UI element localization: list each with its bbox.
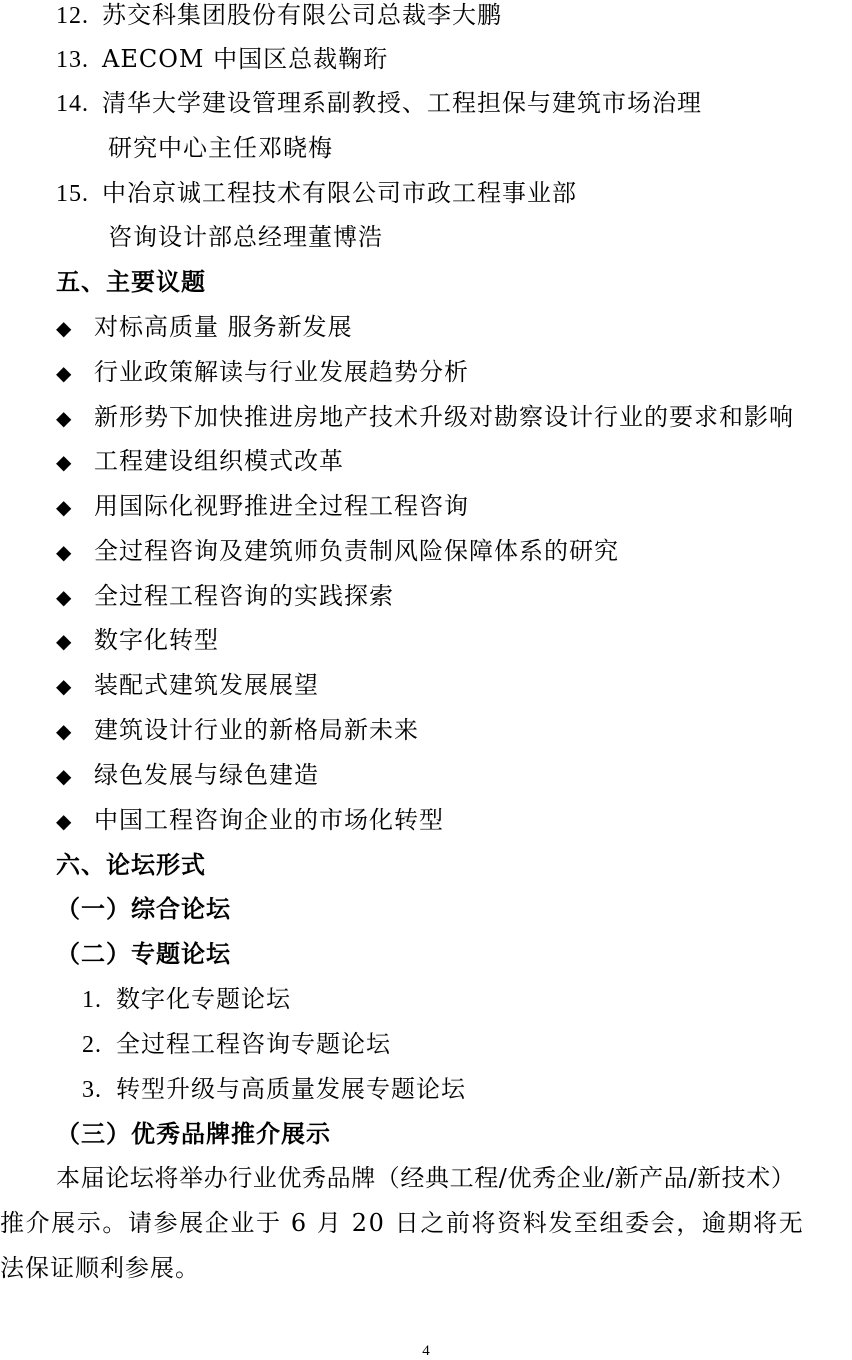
page-number: 4: [422, 1343, 430, 1359]
forum-text: 数字化专题论坛: [116, 985, 291, 1013]
participant-text: 中冶京诚工程技术有限公司市政工程事业部: [102, 179, 577, 207]
topic-text: 行业政策解读与行业发展趋势分析: [94, 358, 469, 386]
topic-text: 装配式建筑发展展望: [94, 671, 319, 699]
forum-number: 2.: [82, 1032, 102, 1058]
topic-text: 新形势下加快推进房地产技术升级对勘察设计行业的要求和影响: [94, 403, 794, 431]
topic-text: 建筑设计行业的新格局新未来: [94, 716, 419, 744]
diamond-bullet-icon: ◆: [56, 809, 73, 833]
participant-text: AECOM 中国区总裁鞠珩: [102, 45, 389, 73]
participant-item: [56, 0, 502, 31]
forum-item: [82, 1074, 466, 1105]
participant-item: [56, 178, 577, 209]
participant-number: 15.: [56, 181, 89, 207]
participant-text: 清华大学建设管理系副教授、工程担保与建筑市场治理: [102, 89, 702, 117]
subsection-heading: （二）专题论坛: [56, 939, 231, 968]
section-heading: 六、论坛形式: [56, 850, 206, 879]
topic-item: [56, 402, 794, 433]
participant-item: [56, 44, 388, 75]
forum-item: [82, 984, 291, 1015]
participant-number: 12.: [56, 3, 89, 29]
participant-continuation: 研究中心主任邓晓梅: [108, 134, 333, 162]
paragraph-line: 推介展示。请参展企业于 6 月 20 日之前将资料发至组委会，逾期将无: [0, 1209, 805, 1237]
topic-item: [56, 357, 469, 388]
diamond-bullet-icon: ◆: [56, 361, 73, 385]
diamond-bullet-icon: ◆: [56, 495, 73, 519]
diamond-bullet-icon: ◆: [56, 764, 73, 788]
paragraph-line: 法保证顺利参展。: [0, 1254, 200, 1282]
topic-item: [56, 312, 353, 343]
diamond-bullet-icon: ◆: [56, 719, 73, 743]
diamond-bullet-icon: ◆: [56, 316, 73, 340]
topic-item: [56, 625, 219, 656]
topic-text: 全过程咨询及建筑师负责制风险保障体系的研究: [94, 537, 619, 565]
subsection-heading: （一）综合论坛: [56, 894, 231, 923]
topic-text: 全过程工程咨询的实践探索: [94, 582, 394, 610]
section-heading: 五、主要议题: [56, 267, 206, 296]
diamond-bullet-icon: ◆: [56, 406, 73, 430]
topic-item: [56, 581, 394, 612]
topic-item: [56, 491, 469, 522]
paragraph-line: 本届论坛将举办行业优秀品牌（经典工程/优秀企业/新产品/新技术）: [56, 1164, 796, 1192]
topic-text: 中国工程咨询企业的市场化转型: [94, 806, 444, 834]
forum-number: 3.: [82, 1077, 102, 1103]
topic-text: 数字化转型: [94, 626, 219, 654]
participant-text: 苏交科集团股份有限公司总裁李大鹏: [102, 1, 502, 29]
participant-item: [56, 88, 702, 119]
participant-continuation: 咨询设计部总经理董博浩: [108, 223, 383, 251]
subsection-heading: （三）优秀品牌推介展示: [56, 1119, 331, 1148]
diamond-bullet-icon: ◆: [56, 629, 73, 653]
participant-number: 14.: [56, 91, 89, 117]
topic-text: 对标高质量 服务新发展: [94, 313, 353, 341]
diamond-bullet-icon: ◆: [56, 540, 73, 564]
forum-number: 1.: [82, 987, 102, 1013]
diamond-bullet-icon: ◆: [56, 674, 73, 698]
topic-item: [56, 760, 319, 791]
participant-number: 13.: [56, 47, 89, 73]
topic-item: [56, 446, 344, 477]
forum-item: [82, 1029, 391, 1060]
diamond-bullet-icon: ◆: [56, 585, 73, 609]
topic-text: 绿色发展与绿色建造: [94, 761, 319, 789]
topic-item: [56, 805, 444, 836]
topic-item: [56, 536, 619, 567]
topic-text: 用国际化视野推进全过程工程咨询: [94, 492, 469, 520]
forum-text: 转型升级与高质量发展专题论坛: [116, 1075, 466, 1103]
topic-item: [56, 715, 419, 746]
forum-text: 全过程工程咨询专题论坛: [116, 1030, 391, 1058]
topic-item: [56, 670, 319, 701]
diamond-bullet-icon: ◆: [56, 450, 73, 474]
topic-text: 工程建设组织模式改革: [94, 447, 344, 475]
